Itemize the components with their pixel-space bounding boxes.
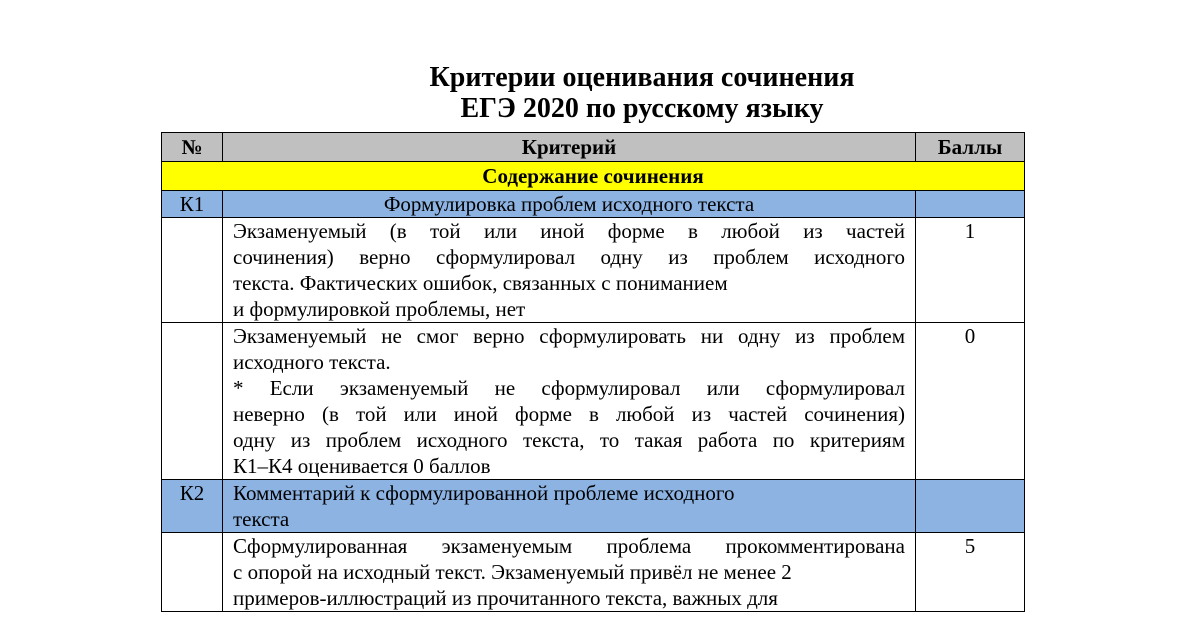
row-description xyxy=(223,533,916,612)
table-header-row xyxy=(162,133,1025,162)
table-row xyxy=(162,533,1025,612)
desc-line: Экзаменуемый не смог верно сформулировать ни одну из проблем xyxy=(233,324,905,348)
criterion-row-k1 xyxy=(162,191,1025,218)
desc-line: и формулировкой проблемы, нет xyxy=(233,297,526,321)
criterion-num: К2 xyxy=(162,480,223,533)
desc-line: исходного текста. xyxy=(233,350,391,374)
header-num: № xyxy=(162,133,223,162)
desc-line: неверно (в той или иной форме в любой из частей сочинения) xyxy=(233,402,905,426)
empty-cell xyxy=(162,533,223,612)
desc-line: * Если экзаменуемый не сформулировал или сформулировал xyxy=(233,376,905,400)
section-title: Содержание сочинения xyxy=(162,162,1025,191)
criterion-points-empty xyxy=(916,480,1025,533)
table-row xyxy=(162,218,1025,323)
desc-line: с опорой на исходный текст. Экзаменуемый привёл не менее 2 xyxy=(233,560,792,584)
desc-line: сочинения) верно сформулировал одну из проблем исходного xyxy=(233,245,905,269)
criteria-table xyxy=(161,132,1025,612)
empty-cell xyxy=(162,218,223,323)
criterion-name xyxy=(223,480,916,533)
header-criterion: Критерий xyxy=(223,133,916,162)
desc-line: К1–К4 оценивается 0 баллов xyxy=(233,454,491,478)
document-title xyxy=(160,62,1124,124)
row-description xyxy=(223,218,916,323)
desc-line: примеров-иллюстраций из прочитанного текста, важных для xyxy=(233,586,778,610)
row-points: 5 xyxy=(916,533,1025,612)
desc-line: одну из проблем исходного текста, то такая работа по критериям xyxy=(233,428,905,452)
desc-line: Сформулированная экзаменуемым проблема прокомментирована xyxy=(233,534,905,558)
header-points: Баллы xyxy=(916,133,1025,162)
row-points: 0 xyxy=(916,323,1025,480)
row-points: 1 xyxy=(916,218,1025,323)
table-row xyxy=(162,323,1025,480)
criterion-name-line: Комментарий к сформулированной проблеме исходного xyxy=(233,481,735,505)
title-line-1: Критерии оценивания сочинения xyxy=(429,62,855,93)
empty-cell xyxy=(162,323,223,480)
section-row xyxy=(162,162,1025,191)
desc-line: Экзаменуемый (в той или иной форме в любой из частей xyxy=(233,219,905,243)
criterion-num: К1 xyxy=(162,191,223,218)
criterion-name: Формулировка проблем исходного текста xyxy=(223,191,916,218)
criterion-points-empty xyxy=(916,191,1025,218)
desc-line: текста. Фактических ошибок, связанных с пониманием xyxy=(233,271,728,295)
criterion-name-line: текста xyxy=(233,507,290,531)
row-description xyxy=(223,323,916,480)
title-line-2: ЕГЭ 2020 по русскому языку xyxy=(460,93,824,124)
criterion-row-k2 xyxy=(162,480,1025,533)
